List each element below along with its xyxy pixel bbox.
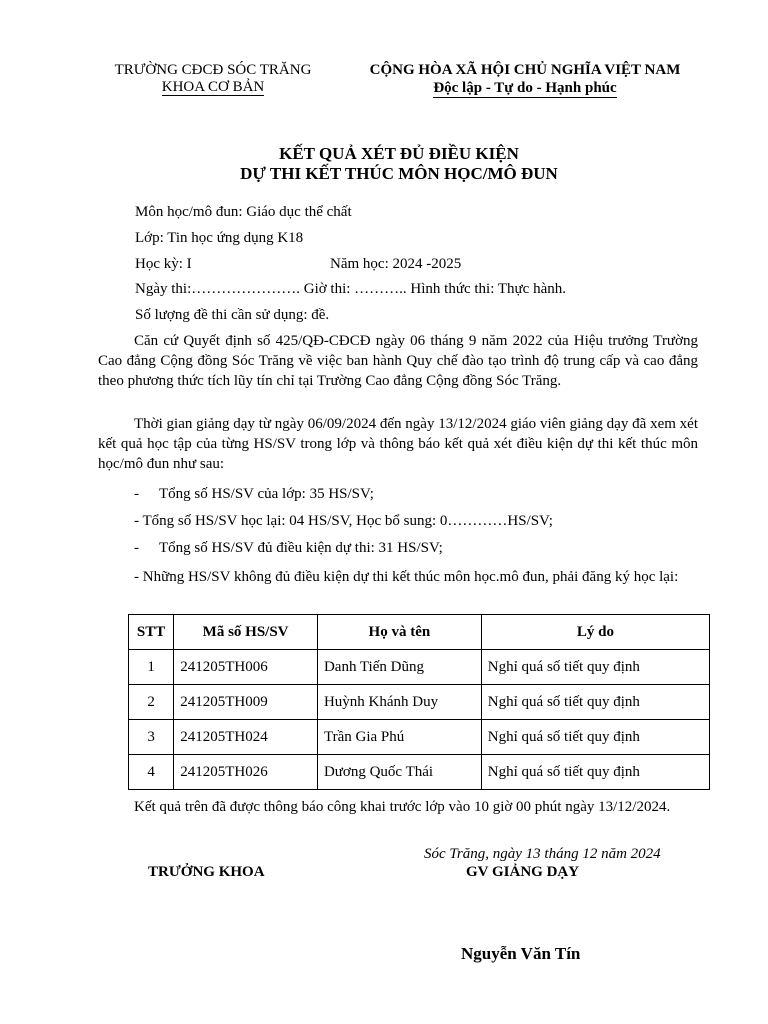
legal-basis-paragraph: Căn cứ Quyết định số 425/QĐ-CĐCĐ ngày 06 tháng 9 năm 2022 của Hiệu trưởng Trường Cao đẳng Cộng đồng Sóc Trăng về việc ban hành Quy chế đào tạo trình độ trung cấp và cao đẳng theo phương thức tích lũy tín chỉ tại Trường Cao đẳng Cộng đồng Sóc Trăng.: [98, 333, 698, 389]
cell-stt: 1: [129, 650, 174, 685]
lecturer-title: GV GIẢNG DẠY: [466, 864, 580, 880]
school-name: TRƯỜNG CĐCĐ SÓC TRĂNG: [114, 62, 312, 78]
faculty-head-title: TRƯỞNG KHOA: [148, 864, 265, 880]
column-header-full-name: Họ và tên: [317, 615, 481, 650]
school-year-line: Năm học: 2024 -2025: [330, 256, 462, 272]
cell-stt: 4: [129, 755, 174, 790]
cell-reason: Nghỉ quá số tiết quy định: [481, 720, 709, 755]
bullet-dash: -: [134, 486, 139, 502]
cell-student-id: 241205TH006: [174, 650, 318, 685]
doc-title-line2: DỰ THI KẾT THÚC MÔN HỌC/MÔ ĐUN: [240, 164, 558, 183]
eligible-students-line: Tổng số HS/SV đủ điều kiện dự thi: 31 HS/SV;: [159, 540, 443, 556]
cell-stt: 3: [129, 720, 174, 755]
cell-full-name: Danh Tiến Dũng: [317, 650, 481, 685]
total-students-line: Tổng số HS/SV của lớp: 35 HS/SV;: [159, 486, 374, 502]
cell-student-id: 241205TH009: [174, 685, 318, 720]
nation-name: CỘNG HÒA XÃ HỘI CHỦ NGHĨA VIỆT NAM: [369, 62, 681, 78]
table-header-row: [129, 615, 710, 650]
table-row: [129, 720, 710, 755]
cell-reason: Nghỉ quá số tiết quy định: [481, 685, 709, 720]
cell-student-id: 241205TH024: [174, 720, 318, 755]
nation-block: [356, 62, 694, 98]
cell-full-name: Dương Quốc Thái: [317, 755, 481, 790]
doc-title-line1: KẾT QUẢ XÉT ĐỦ ĐIỀU KIỆN: [279, 144, 519, 163]
cell-full-name: Huỳnh Khánh Duy: [317, 685, 481, 720]
paper-count-line: Số lượng đề thi cần sử dụng: đề.: [135, 307, 330, 323]
cell-reason: Nghỉ quá số tiết quy định: [481, 755, 709, 790]
cell-stt: 2: [129, 685, 174, 720]
ineligible-intro-paragraph: - Những HS/SV không đủ điều kiện dự thi kết thúc môn học.mô đun, phải đăng ký học lại:: [134, 569, 679, 585]
national-motto: Độc lập - Tự do - Hạnh phúc: [433, 80, 617, 96]
subject-line: Môn học/mô đun: Giáo dục thể chất: [135, 204, 352, 220]
retake-students-line: - Tổng số HS/SV học lại: 04 HS/SV, Học bổ sung: 0…………HS/SV;: [134, 513, 553, 529]
column-header-reason: Lý do: [481, 615, 709, 650]
class-line: Lớp: Tin học ứng dụng K18: [135, 230, 304, 246]
teaching-period-paragraph: Thời gian giảng dạy từ ngày 06/09/2024 đến ngày 13/12/2024 giáo viên giảng dạy đã xem xét kết quả học tập của từng HS/SV trong lớp và thông báo kết quả xét điều kiện dự thi kết thúc môn học/mô đun như sau:: [98, 416, 698, 472]
column-header-student-id: Mã số HS/SV: [174, 615, 318, 650]
semester-line: Học kỳ: I: [135, 256, 192, 272]
bullet-dash: -: [134, 540, 139, 556]
place-date: Sóc Trăng, ngày 13 tháng 12 năm 2024: [424, 846, 661, 862]
announcement-paragraph: Kết quả trên đã được thông báo công khai trước lớp vào 10 giờ 00 phút ngày 13/12/2024.: [134, 799, 671, 815]
ineligible-students-table: [128, 614, 710, 790]
table-row: [129, 650, 710, 685]
cell-reason: Nghỉ quá số tiết quy định: [481, 650, 709, 685]
column-header-stt: STT: [129, 615, 174, 650]
cell-student-id: 241205TH026: [174, 755, 318, 790]
cell-full-name: Trần Gia Phú: [317, 720, 481, 755]
lecturer-name: Nguyễn Văn Tín: [461, 944, 581, 963]
exam-details-line: Ngày thi:…………………. Giờ thi: ……….. Hình thức thi: Thực hành.: [135, 281, 566, 297]
faculty-name: KHOA CƠ BẢN: [161, 79, 265, 95]
table-row: [129, 755, 710, 790]
issuer-block: [100, 62, 326, 96]
table-row: [129, 685, 710, 720]
